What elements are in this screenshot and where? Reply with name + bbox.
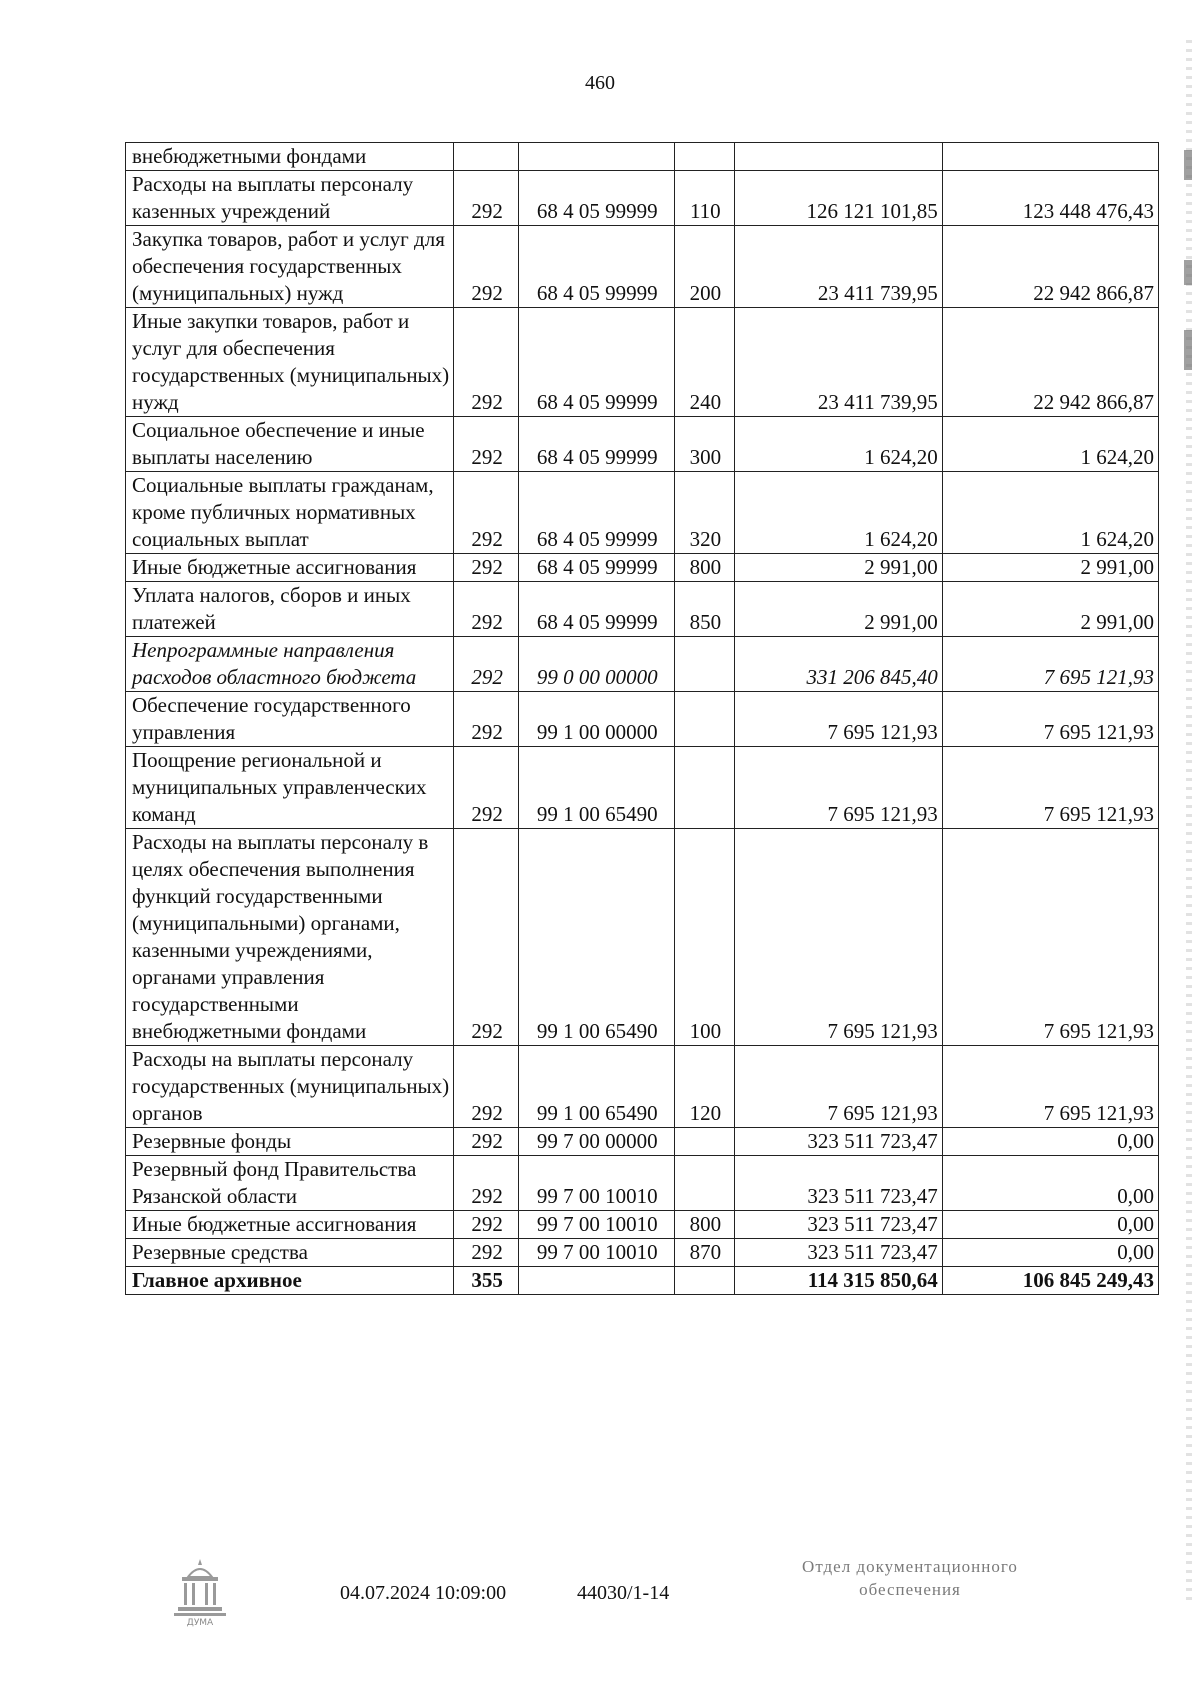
cell-sum-year-1: 126 121 101,85: [734, 171, 942, 226]
cell-name: Резервные средства: [126, 1239, 454, 1267]
cell-name: Обеспечение государственного управления: [126, 692, 454, 747]
cell-name: Поощрение региональной и муниципальных управленческих команд: [126, 747, 454, 829]
table-row: [126, 1128, 1159, 1156]
cell-target-article: 99 1 00 65490: [518, 1046, 674, 1128]
cell-name: внебюджетными фондами: [126, 143, 454, 171]
cell-sum-year-2: 2 991,00: [942, 554, 1158, 582]
table-row: [126, 472, 1159, 554]
cell-admin-code: 292: [454, 1046, 518, 1128]
cell-sum-year-1: 23 411 739,95: [734, 308, 942, 417]
cell-admin-code: 292: [454, 472, 518, 554]
cell-sum-year-1: 7 695 121,93: [734, 692, 942, 747]
table-row: [126, 747, 1159, 829]
cell-name: Социальные выплаты гражданам, кроме публичных нормативных социальных выплат: [126, 472, 454, 554]
cell-expense-type: [674, 692, 734, 747]
cell-target-article: 99 7 00 10010: [518, 1156, 674, 1211]
table-row: [126, 171, 1159, 226]
cell-sum-year-2: 7 695 121,93: [942, 829, 1158, 1046]
cell-target-article: 99 7 00 00000: [518, 1128, 674, 1156]
cell-sum-year-1: 1 624,20: [734, 417, 942, 472]
cell-expense-type: 800: [674, 554, 734, 582]
cell-admin-code: 292: [454, 226, 518, 308]
cell-sum-year-1: 2 991,00: [734, 582, 942, 637]
cell-sum-year-2: 22 942 866,87: [942, 308, 1158, 417]
cell-target-article: 68 4 05 99999: [518, 308, 674, 417]
cell-name: Расходы на выплаты персоналу в целях обеспечения выполнения функций государственными (муниципальными) органами, казенными учреждениями, органами управления государственными внебюджетными фондами: [126, 829, 454, 1046]
cell-target-article: 68 4 05 99999: [518, 171, 674, 226]
cell-admin-code: 292: [454, 637, 518, 692]
cell-sum-year-2: 0,00: [942, 1156, 1158, 1211]
cell-sum-year-2: 1 624,20: [942, 417, 1158, 472]
cell-expense-type: 120: [674, 1046, 734, 1128]
cell-expense-type: [674, 747, 734, 829]
svg-text:ДУМА: ДУМА: [186, 1618, 214, 1627]
cell-target-article: 68 4 05 99999: [518, 554, 674, 582]
cell-target-article: 68 4 05 99999: [518, 582, 674, 637]
scan-edge-mark: [1184, 260, 1192, 285]
cell-expense-type: 800: [674, 1211, 734, 1239]
cell-sum-year-2: 7 695 121,93: [942, 637, 1158, 692]
cell-target-article: 99 1 00 00000: [518, 692, 674, 747]
department-stamp: [750, 1555, 1070, 1601]
cell-sum-year-2: 0,00: [942, 1211, 1158, 1239]
cell-name: Социальное обеспечение и иные выплаты населению: [126, 417, 454, 472]
table-row: [126, 1239, 1159, 1267]
table-row: [126, 829, 1159, 1046]
cell-target-article: 99 1 00 65490: [518, 829, 674, 1046]
cell-name: Главное архивное: [126, 1267, 454, 1295]
cell-admin-code: 292: [454, 554, 518, 582]
cell-expense-type: 320: [674, 472, 734, 554]
cell-sum-year-1: 323 511 723,47: [734, 1156, 942, 1211]
cell-admin-code: 292: [454, 1128, 518, 1156]
cell-admin-code: [454, 143, 518, 171]
cell-expense-type: [674, 1128, 734, 1156]
cell-expense-type: 200: [674, 226, 734, 308]
cell-admin-code: 292: [454, 1239, 518, 1267]
table-row: [126, 417, 1159, 472]
cell-admin-code: 292: [454, 692, 518, 747]
cell-expense-type: [674, 143, 734, 171]
cell-expense-type: [674, 1156, 734, 1211]
scan-edge-mark: [1184, 330, 1192, 370]
cell-target-article: 99 0 00 00000: [518, 637, 674, 692]
cell-target-article: [518, 143, 674, 171]
cell-sum-year-1: 114 315 850,64: [734, 1267, 942, 1295]
cell-expense-type: [674, 637, 734, 692]
cell-name: Расходы на выплаты персоналу государственных (муниципальных) органов: [126, 1046, 454, 1128]
scan-edge-mark: [1184, 150, 1192, 180]
cell-target-article: 99 7 00 10010: [518, 1239, 674, 1267]
cell-expense-type: 110: [674, 171, 734, 226]
cell-sum-year-2: [942, 143, 1158, 171]
budget-table: [125, 142, 1159, 1295]
cell-name: Уплата налогов, сборов и иных платежей: [126, 582, 454, 637]
cell-sum-year-2: 0,00: [942, 1128, 1158, 1156]
cell-target-article: 68 4 05 99999: [518, 226, 674, 308]
cell-expense-type: 240: [674, 308, 734, 417]
table-row: [126, 1211, 1159, 1239]
table-row: [126, 554, 1159, 582]
cell-sum-year-1: 323 511 723,47: [734, 1211, 942, 1239]
cell-sum-year-1: 323 511 723,47: [734, 1128, 942, 1156]
cell-expense-type: 100: [674, 829, 734, 1046]
cell-admin-code: 355: [454, 1267, 518, 1295]
budget-table-body: [126, 143, 1159, 1295]
table-row: [126, 308, 1159, 417]
cell-expense-type: 300: [674, 417, 734, 472]
cell-sum-year-1: 1 624,20: [734, 472, 942, 554]
cell-admin-code: 292: [454, 829, 518, 1046]
stamp-line-2: обеспечения: [859, 1580, 961, 1599]
cell-name: Резервные фонды: [126, 1128, 454, 1156]
footer-reference: 44030/1-14: [577, 1582, 670, 1604]
cell-sum-year-1: 2 991,00: [734, 554, 942, 582]
table-row: [126, 143, 1159, 171]
duma-logo-icon: [168, 1555, 232, 1627]
footer-datetime: 04.07.2024 10:09:00: [340, 1582, 507, 1604]
cell-sum-year-1: 23 411 739,95: [734, 226, 942, 308]
table-row: [126, 1267, 1159, 1295]
cell-target-article: 99 7 00 10010: [518, 1211, 674, 1239]
cell-expense-type: [674, 1267, 734, 1295]
cell-sum-year-2: 1 624,20: [942, 472, 1158, 554]
cell-sum-year-2: 106 845 249,43: [942, 1267, 1158, 1295]
table-row: [126, 582, 1159, 637]
cell-sum-year-2: 22 942 866,87: [942, 226, 1158, 308]
cell-sum-year-2: 7 695 121,93: [942, 692, 1158, 747]
cell-target-article: [518, 1267, 674, 1295]
table-row: [126, 692, 1159, 747]
table-row: [126, 637, 1159, 692]
table-row: [126, 226, 1159, 308]
cell-admin-code: 292: [454, 417, 518, 472]
cell-sum-year-1: 323 511 723,47: [734, 1239, 942, 1267]
cell-admin-code: 292: [454, 308, 518, 417]
stamp-line-1: Отдел документационного: [802, 1557, 1018, 1576]
page-number: 460: [585, 72, 615, 94]
cell-sum-year-2: 0,00: [942, 1239, 1158, 1267]
cell-sum-year-2: 7 695 121,93: [942, 747, 1158, 829]
cell-target-article: 68 4 05 99999: [518, 472, 674, 554]
cell-sum-year-1: 7 695 121,93: [734, 747, 942, 829]
cell-target-article: 68 4 05 99999: [518, 417, 674, 472]
cell-sum-year-2: 123 448 476,43: [942, 171, 1158, 226]
table-row: [126, 1156, 1159, 1211]
table-row: [126, 1046, 1159, 1128]
cell-sum-year-1: 7 695 121,93: [734, 1046, 942, 1128]
cell-sum-year-2: 7 695 121,93: [942, 1046, 1158, 1128]
cell-name: Закупка товаров, работ и услуг для обеспечения государственных (муниципальных) нужд: [126, 226, 454, 308]
cell-admin-code: 292: [454, 171, 518, 226]
cell-sum-year-2: 2 991,00: [942, 582, 1158, 637]
cell-admin-code: 292: [454, 1211, 518, 1239]
cell-sum-year-1: [734, 143, 942, 171]
cell-admin-code: 292: [454, 1156, 518, 1211]
cell-name: Иные закупки товаров, работ и услуг для обеспечения государственных (муниципальных) нужд: [126, 308, 454, 417]
cell-admin-code: 292: [454, 747, 518, 829]
cell-admin-code: 292: [454, 582, 518, 637]
cell-name: Непрограммные направления расходов областного бюджета: [126, 637, 454, 692]
cell-expense-type: 870: [674, 1239, 734, 1267]
cell-sum-year-1: 331 206 845,40: [734, 637, 942, 692]
cell-name: Резервный фонд Правительства Рязанской области: [126, 1156, 454, 1211]
cell-target-article: 99 1 00 65490: [518, 747, 674, 829]
cell-name: Расходы на выплаты персоналу казенных учреждений: [126, 171, 454, 226]
cell-expense-type: 850: [674, 582, 734, 637]
cell-name: Иные бюджетные ассигнования: [126, 554, 454, 582]
cell-sum-year-1: 7 695 121,93: [734, 829, 942, 1046]
cell-name: Иные бюджетные ассигнования: [126, 1211, 454, 1239]
